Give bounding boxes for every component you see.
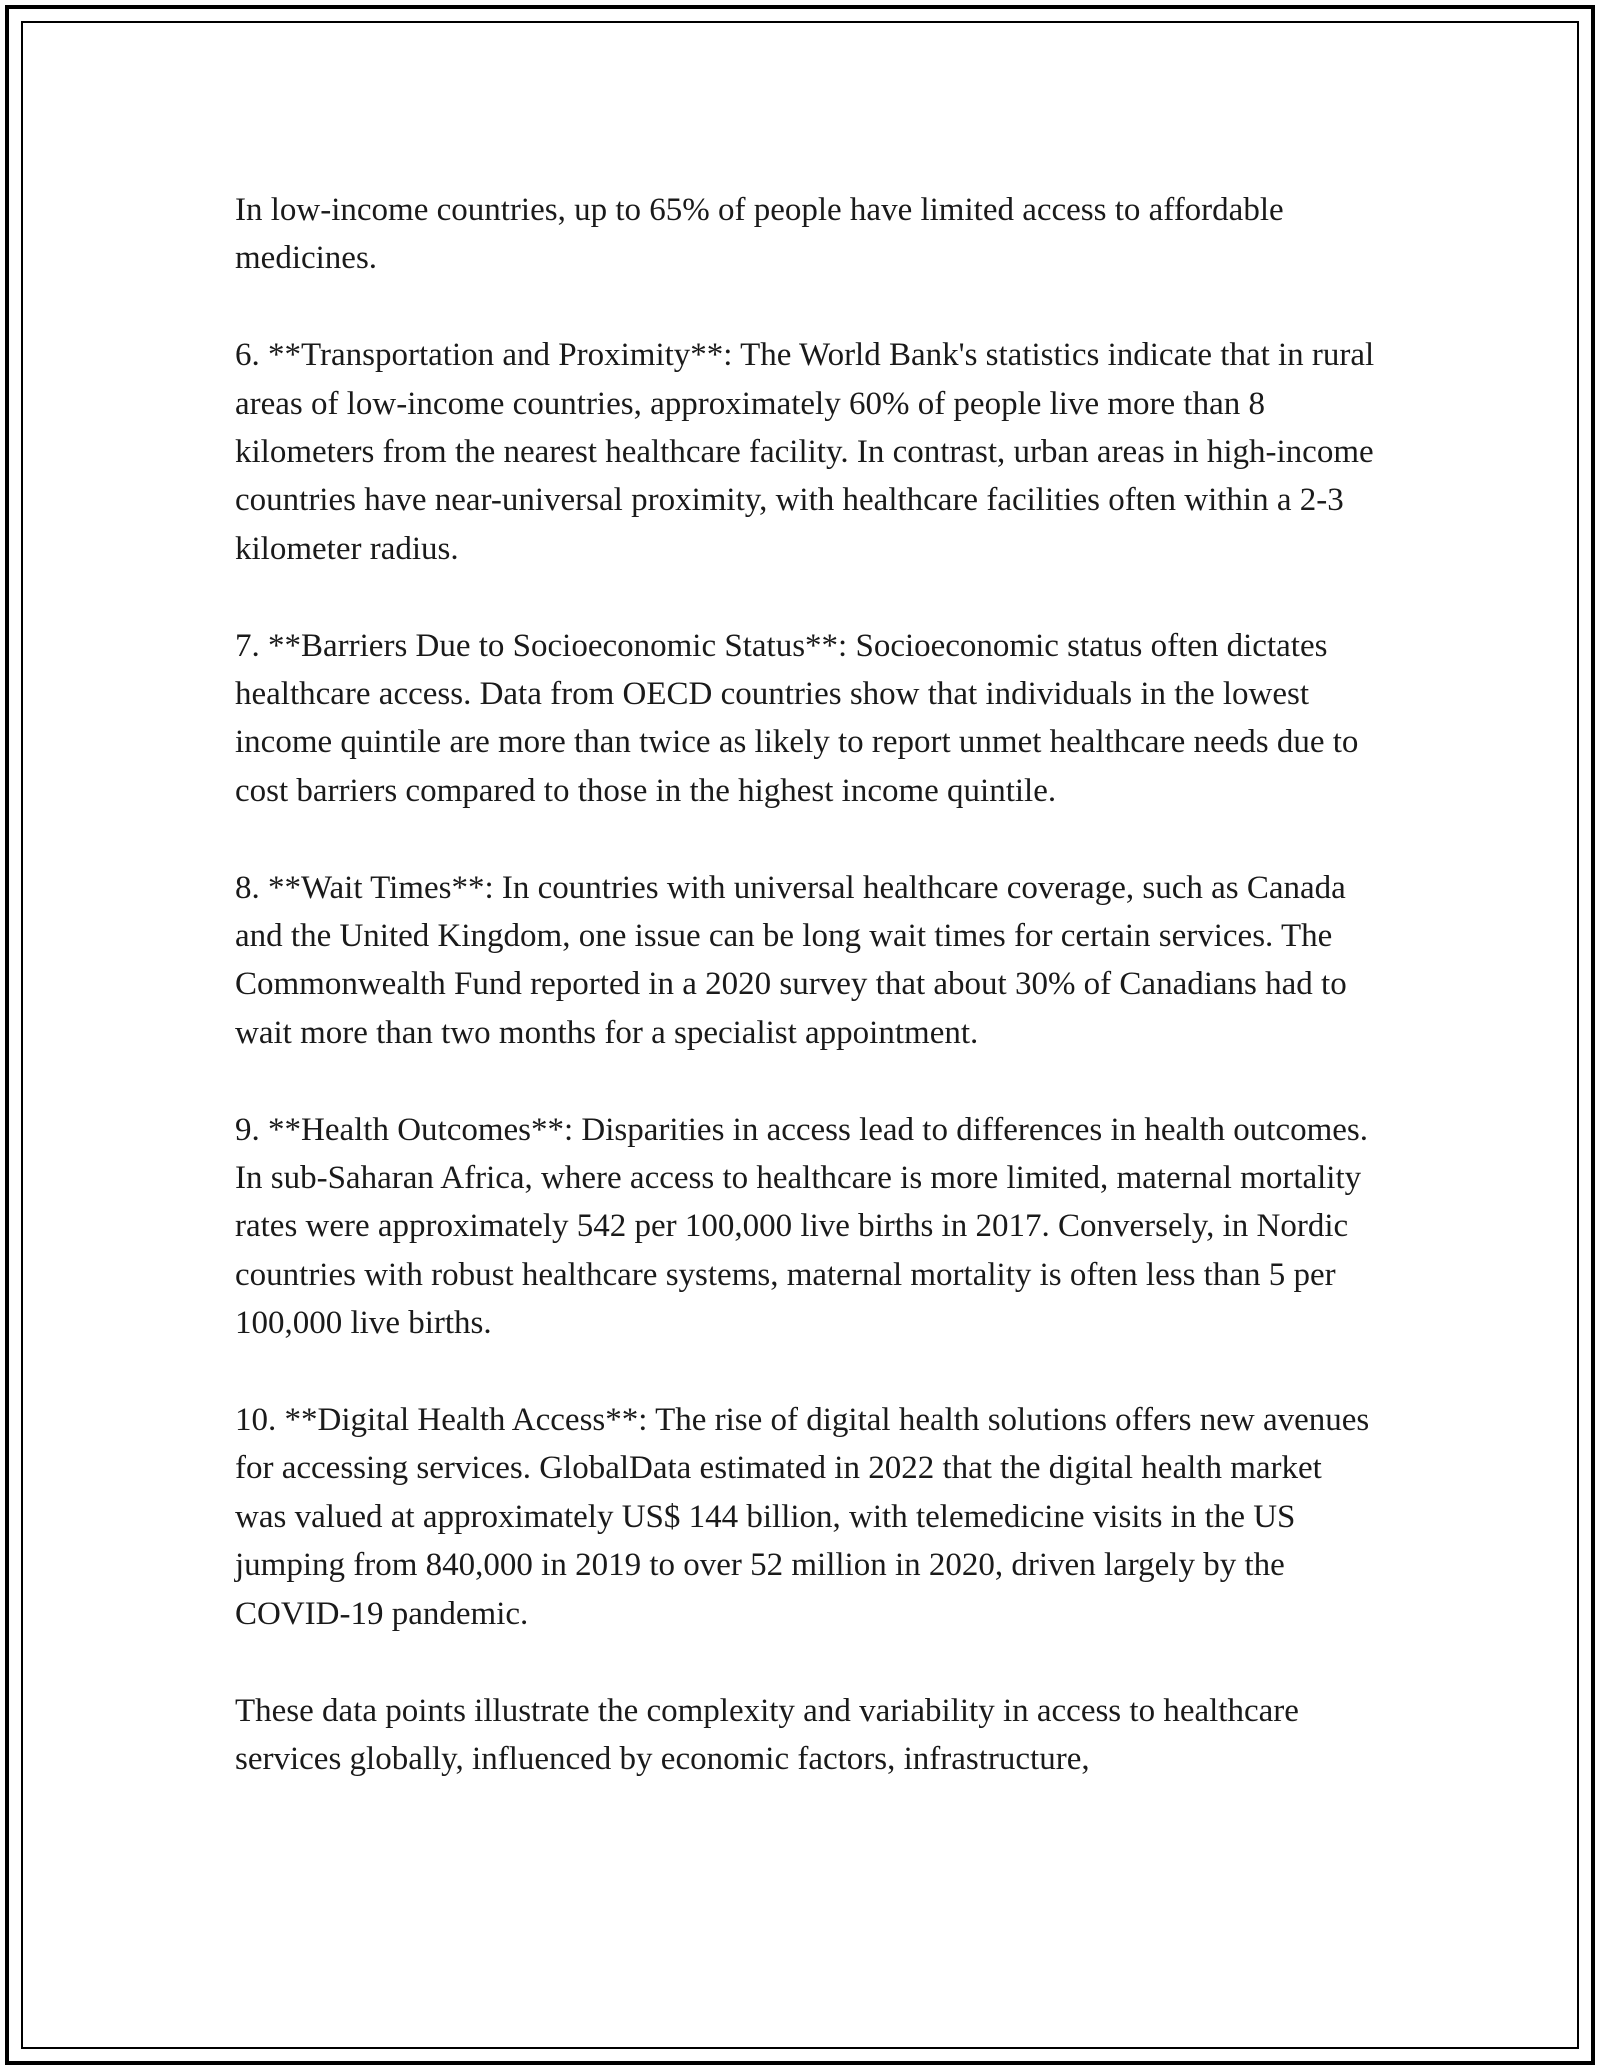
paragraph-affordable-medicines: In low-income countries, up to 65% of people have limited access to affordable medicines.: [235, 192, 1284, 277]
paragraph-transportation-proximity: 6. **Transportation and Proximity**: The World Bank's statistics indicate that in rural areas of low-income countries, approximately 60% of people live more than 8 kilometers from the nearest healthcare facility. In contrast, urban areas in high-income countries have near-universal proximity, with healthcare facilities often within a 2-3 kilometer radius.: [235, 337, 1375, 567]
document-body: [235, 186, 1375, 1783]
paragraph-digital-health-access: 10. **Digital Health Access**: The rise of digital health solutions offers new avenues for accessing services. GlobalData estimated in 2022 that the digital health market was valued at approximately US$ 144 billion, with telemedicine visits in the US jumping from 840,000 in 2019 to over 52 million in 2020, driven largely by the COVID-19 pandemic.: [235, 1402, 1370, 1632]
paragraph-socioeconomic-barriers: 7. **Barriers Due to Socioeconomic Status**: Socioeconomic status often dictates healthcare access. Data from OECD countries show that individuals in the lowest income quintile are more than twice as likely to report unmet healthcare needs due to cost barriers compared to those in the highest income quintile.: [235, 627, 1359, 809]
paragraph-health-outcomes: 9. **Health Outcomes**: Disparities in access lead to differences in health outcomes. In sub-Saharan Africa, where access to healthcare is more limited, maternal mortality rates were approximately 542 per 100,000 live births in 2017. Conversely, in Nordic countries with robust healthcare systems, maternal mortality is often less than 5 per 100,000 live births.: [235, 1111, 1368, 1342]
paragraph-wait-times: 8. **Wait Times**: In countries with universal healthcare coverage, such as Canada and the United Kingdom, one issue can be long wait times for certain services. The Commonwealth Fund reported in a 2020 survey that about 30% of Canadians had to wait more than two months for a specialist appointment.: [235, 869, 1347, 1051]
paragraph-conclusion: These data points illustrate the complexity and variability in access to healthcare services globally, influenced by economic factors, infrastructure,: [235, 1692, 1299, 1777]
